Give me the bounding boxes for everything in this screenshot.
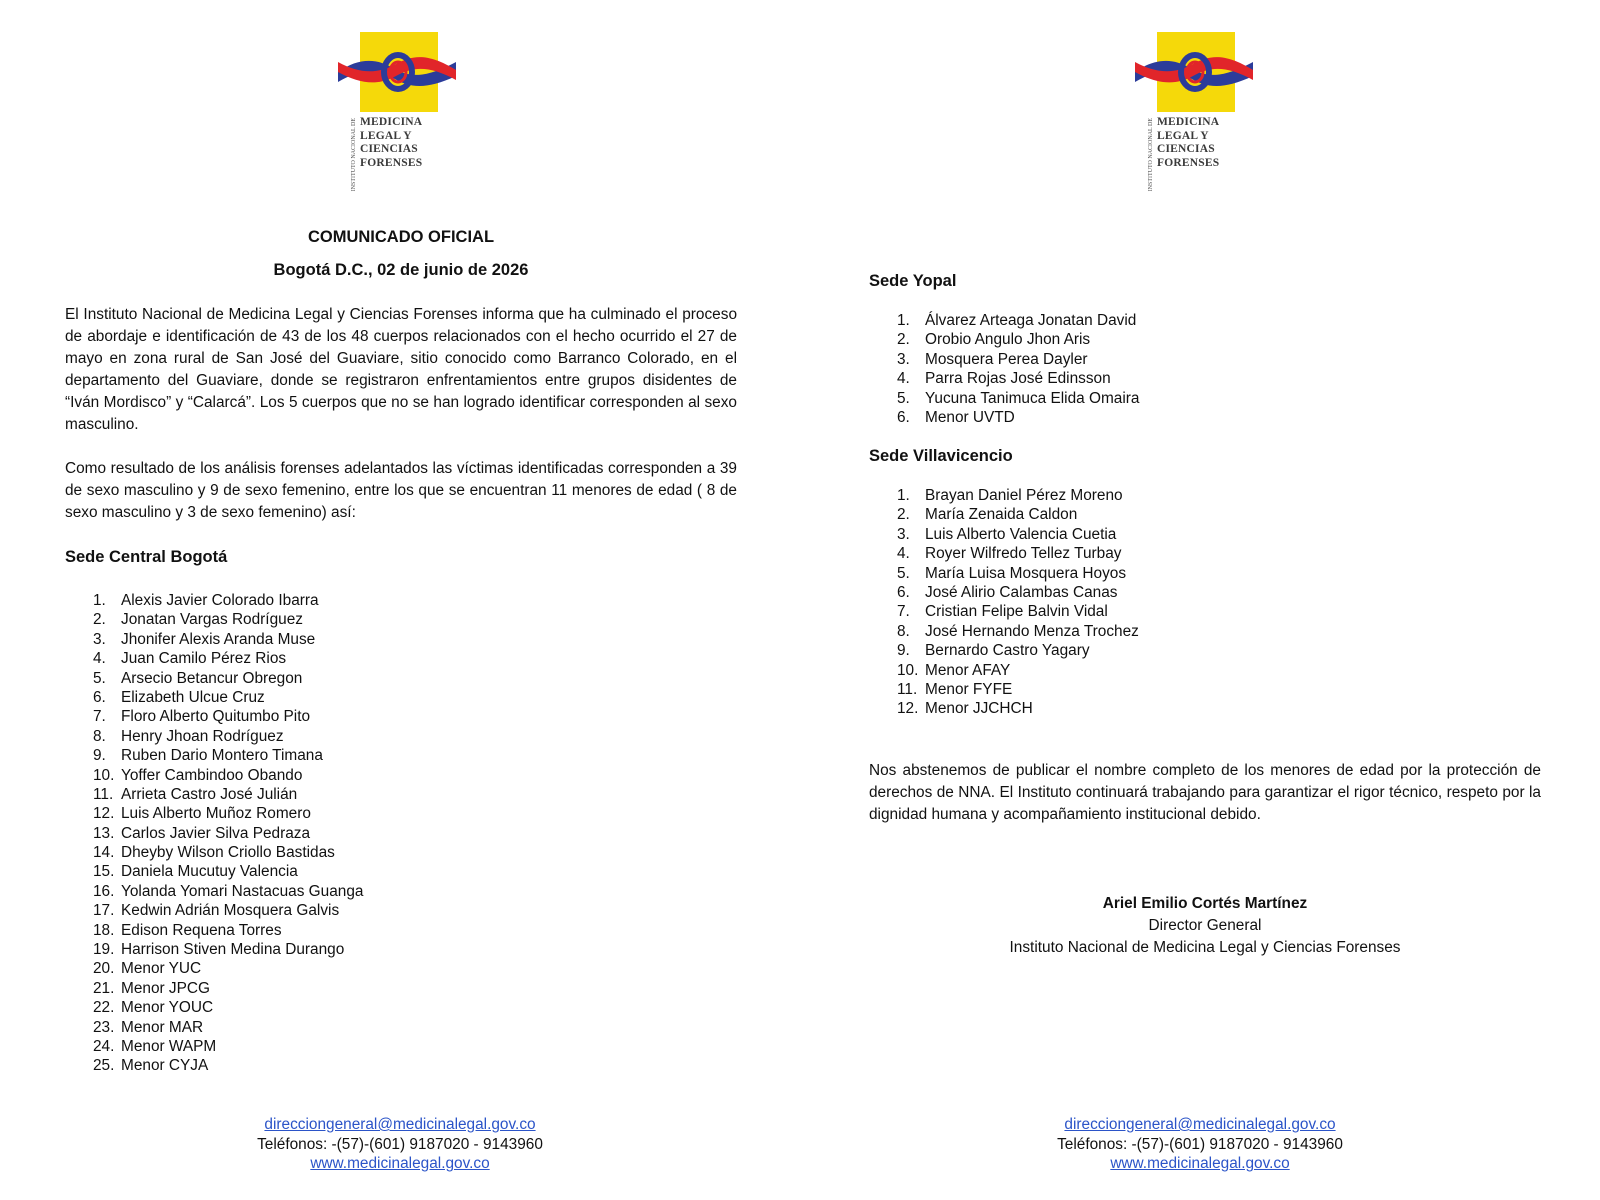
list-item: [897, 544, 1139, 563]
list-item-number: 3.: [897, 525, 910, 543]
list-item-number: 8.: [897, 622, 910, 640]
footer-left: [0, 1115, 800, 1174]
list-item-name: Carlos Javier Silva Pedraza: [121, 824, 311, 842]
list-item-name: Arsecio Betancur Obregon: [121, 669, 303, 687]
list-item-number: 16.: [93, 882, 115, 900]
list-item: [93, 959, 363, 978]
institute-logo: [338, 32, 468, 192]
logo-line: CIENCIAS: [1157, 143, 1215, 155]
logo-line: LEGAL Y: [1157, 129, 1209, 142]
list-item-number: 6.: [897, 408, 910, 426]
list-item-number: 12.: [897, 700, 919, 718]
email-link[interactable]: direcciongeneral@medicinalegal.gov.co: [1064, 1116, 1336, 1133]
list-item-name: Menor CYJA: [121, 1057, 209, 1075]
list-item-name: Arrieta Castro José Julián: [121, 785, 298, 803]
list-item: [93, 591, 363, 610]
list-item-number: 5.: [897, 389, 910, 407]
list-item-number: 15.: [93, 863, 115, 881]
list-item-name: María Zenaida Caldon: [925, 506, 1078, 524]
list-item: [897, 330, 1139, 349]
list-item-number: 5.: [93, 669, 106, 687]
list-item-name: Mosquera Perea Dayler: [925, 350, 1088, 368]
list-item-number: 21.: [93, 979, 115, 997]
list-item-name: Menor AFAY: [925, 661, 1011, 679]
sede-yopal-title: Sede Yopal: [869, 272, 957, 290]
list-item-number: 25.: [93, 1057, 115, 1075]
list-item-name: Dheyby Wilson Criollo Bastidas: [121, 844, 335, 862]
list-item: [93, 882, 363, 901]
list-item-number: 2.: [897, 506, 910, 524]
list-item: [897, 680, 1139, 699]
list-item: [93, 630, 363, 649]
list-item: [93, 1037, 363, 1056]
list-item-name: Menor UVTD: [925, 408, 1015, 426]
list-item: [897, 369, 1139, 388]
list-item: [897, 311, 1139, 330]
signatory-name: Ariel Emilio Cortés Martínez: [1102, 895, 1308, 912]
logo-line: MEDICINA: [360, 116, 423, 128]
list-item-number: 2.: [93, 611, 106, 629]
list-item: [897, 564, 1139, 583]
list-item: [93, 785, 363, 804]
document-date: Bogotá D.C., 02 de junio de 2026: [273, 261, 529, 279]
logo-line: MEDICINA: [1157, 116, 1220, 128]
list-item-name: Floro Alberto Quitumbo Pito: [121, 708, 311, 726]
list-item-number: 1.: [897, 312, 910, 329]
closing-paragraph: Nos abstenemos de publicar el nombre completo de los menores de edad por la protección de derechos de NNA. El Instituto continuará trabajando para garantizar el rigor técnico, respeto por la dignidad humana y acompañamiento institucional debido.: [869, 762, 1541, 823]
list-item-number: 2.: [897, 331, 910, 349]
list-item: [93, 649, 363, 668]
list-item-name: Harrison Stiven Medina Durango: [121, 941, 345, 959]
list-item: [93, 610, 363, 629]
list-item-number: 10.: [93, 766, 115, 784]
list-item-number: 7.: [93, 708, 106, 726]
bogota-victims-list: [93, 591, 363, 1076]
list-item-number: 14.: [93, 844, 115, 862]
phone-numbers: Teléfonos: -(57)-(601) 9187020 - 9143960: [257, 1135, 543, 1153]
list-item-number: 24.: [93, 1037, 115, 1055]
list-item: [897, 389, 1139, 408]
list-item-number: 9.: [93, 747, 106, 765]
logo-line: CIENCIAS: [360, 143, 418, 155]
list-item-name: José Hernando Menza Trochez: [925, 622, 1139, 640]
results-paragraph: Como resultado de los análisis forenses adelantados las víctimas identificadas corresponden a 39 de sexo masculino y 9 de sexo femenino, entre los que se encuentran 11 menores de edad ( 8 de sexo masculino y 3 de sexo femenino) así:: [65, 460, 737, 521]
list-item: [897, 505, 1139, 524]
list-item-number: 22.: [93, 999, 115, 1017]
list-item-number: 17.: [93, 902, 115, 920]
list-item-name: Yoffer Cambindoo Obando: [121, 766, 303, 784]
list-item-number: 10.: [897, 661, 919, 679]
list-item-number: 6.: [897, 583, 910, 601]
institute-logo: [1135, 32, 1265, 192]
list-item-number: 11.: [897, 680, 918, 698]
page-right: [800, 0, 1600, 1200]
list-item-name: Jhonifer Alexis Aranda Muse: [121, 630, 316, 648]
logo-text: [1157, 116, 1219, 170]
list-item: [93, 766, 363, 785]
list-item-number: 3.: [897, 350, 910, 368]
logo-text: [360, 116, 422, 170]
list-item-name: Luis Alberto Valencia Cuetia: [925, 525, 1117, 543]
list-item-name: Royer Wilfredo Tellez Turbay: [925, 545, 1122, 563]
list-item: [897, 602, 1139, 621]
list-item-name: Luis Alberto Muñoz Romero: [121, 805, 311, 823]
list-item-number: 11.: [93, 785, 114, 803]
list-item: [93, 707, 363, 726]
list-item-name: Yucuna Tanimuca Elida Omaira: [925, 389, 1140, 407]
list-item-number: 4.: [897, 545, 910, 563]
list-item: [93, 824, 363, 843]
list-item: [897, 525, 1139, 544]
list-item-number: 4.: [897, 370, 910, 388]
list-item-number: 1.: [897, 487, 910, 504]
list-item: [93, 1018, 363, 1037]
list-item-name: Elizabeth Ulcue Cruz: [121, 688, 265, 706]
list-item-number: 20.: [93, 960, 115, 978]
list-item-name: Ruben Dario Montero Timana: [121, 747, 323, 765]
logo-line: FORENSES: [360, 156, 423, 169]
list-item-name: Cristian Felipe Balvin Vidal: [925, 603, 1108, 621]
list-item: [93, 940, 363, 959]
list-item-number: 13.: [93, 824, 115, 842]
website-link[interactable]: www.medicinalegal.gov.co: [310, 1155, 490, 1172]
list-item-number: 5.: [897, 564, 910, 582]
list-item-name: Edison Requena Torres: [121, 921, 282, 939]
list-item-number: 9.: [897, 642, 910, 660]
list-item-number: 4.: [93, 650, 106, 668]
list-item: [897, 583, 1139, 602]
phone-numbers: Teléfonos: -(57)-(601) 9187020 - 9143960: [1057, 1135, 1343, 1153]
list-item: [897, 350, 1139, 369]
website-link[interactable]: www.medicinalegal.gov.co: [1110, 1155, 1290, 1172]
list-item-name: Menor FYFE: [925, 680, 1013, 698]
yopal-victims-list: [897, 311, 1139, 427]
list-item-number: 8.: [93, 727, 106, 745]
villavicencio-victims-list: [897, 486, 1139, 719]
list-item: [897, 641, 1139, 660]
list-item-name: Yolanda Yomari Nastacuas Guanga: [121, 882, 364, 900]
list-item-name: Alexis Javier Colorado Ibarra: [121, 592, 319, 609]
list-item-name: Parra Rojas José Edinsson: [925, 370, 1111, 388]
list-item-name: Daniela Mucutuy Valencia: [121, 863, 298, 881]
list-item-name: María Luisa Mosquera Hoyos: [925, 564, 1127, 582]
sede-villavicencio-title: Sede Villavicencio: [869, 447, 1013, 465]
list-item: [93, 727, 363, 746]
list-item-number: 18.: [93, 921, 115, 939]
list-item-number: 1.: [93, 592, 106, 609]
list-item-name: Álvarez Arteaga Jonatan David: [925, 312, 1137, 329]
logo-vertical-text: INSTITUTO NACIONAL DE: [1148, 118, 1154, 192]
list-item: [93, 669, 363, 688]
list-item-name: Menor MAR: [121, 1018, 204, 1036]
logo-emblem-icon: [338, 32, 468, 116]
list-item-name: Orobio Angulo Jhon Aris: [925, 331, 1091, 349]
intro-paragraph: El Instituto Nacional de Medicina Legal y Ciencias Forenses informa que ha culminado el proceso de abordaje e identificación de 43 de los 48 cuerpos relacionados con el hecho ocurrido el 27 de mayo en zona rural de San José del Guaviare, sitio conocido como Barranco Colorado, en el departamento del Guaviare, donde se registraron enfrentamientos entre grupos disidentes de “Iván Mordisco” y “Calarcá”. Los 5 cuerpos que no se han logrado identificar corresponden al sexo masculino.: [65, 306, 737, 433]
signatory-role: Director General: [1148, 917, 1262, 934]
logo-line: FORENSES: [1157, 156, 1220, 169]
logo-line: LEGAL Y: [360, 129, 412, 142]
list-item-number: 23.: [93, 1018, 115, 1036]
email-link[interactable]: direcciongeneral@medicinalegal.gov.co: [264, 1116, 536, 1133]
list-item-name: Menor WAPM: [121, 1037, 217, 1055]
list-item: [897, 699, 1139, 718]
list-item: [93, 746, 363, 765]
list-item: [897, 486, 1139, 505]
list-item: [93, 901, 363, 920]
list-item-name: Menor JPCG: [121, 979, 210, 997]
list-item-name: Juan Camilo Pérez Rios: [121, 650, 287, 668]
list-item-number: 19.: [93, 941, 115, 959]
list-item-name: Brayan Daniel Pérez Moreno: [925, 487, 1123, 504]
list-item: [897, 661, 1139, 680]
list-item-name: Menor JJCHCH: [925, 700, 1033, 718]
list-item: [93, 1056, 363, 1075]
list-item-number: 6.: [93, 688, 106, 706]
signatory-institution: Instituto Nacional de Medicina Legal y Ciencias Forenses: [1009, 939, 1401, 956]
list-item: [93, 688, 363, 707]
list-item-name: Jonatan Vargas Rodríguez: [121, 611, 303, 629]
list-item: [93, 921, 363, 940]
footer-right: [800, 1115, 1600, 1174]
logo-vertical-text: INSTITUTO NACIONAL DE: [351, 118, 357, 192]
list-item-name: Henry Jhoan Rodríguez: [121, 727, 284, 745]
logo-emblem-icon: [1135, 32, 1265, 116]
list-item: [897, 408, 1139, 427]
list-item-number: 7.: [897, 603, 910, 621]
list-item: [93, 979, 363, 998]
list-item: [93, 862, 363, 881]
list-item-name: Menor YUC: [121, 960, 202, 978]
list-item-name: José Alirio Calambas Canas: [925, 583, 1118, 601]
list-item: [897, 622, 1139, 641]
document-title: COMUNICADO OFICIAL: [307, 228, 495, 246]
list-item: [93, 843, 363, 862]
signature-block: [869, 893, 1541, 959]
list-item: [93, 804, 363, 823]
list-item-name: Bernardo Castro Yagary: [925, 642, 1090, 660]
sede-central-title: Sede Central Bogotá: [65, 548, 228, 566]
list-item-number: 12.: [93, 805, 115, 823]
list-item-name: Kedwin Adrián Mosquera Galvis: [121, 902, 340, 920]
list-item: [93, 998, 363, 1017]
list-item-name: Menor YOUC: [121, 999, 214, 1017]
list-item-number: 3.: [93, 630, 106, 648]
